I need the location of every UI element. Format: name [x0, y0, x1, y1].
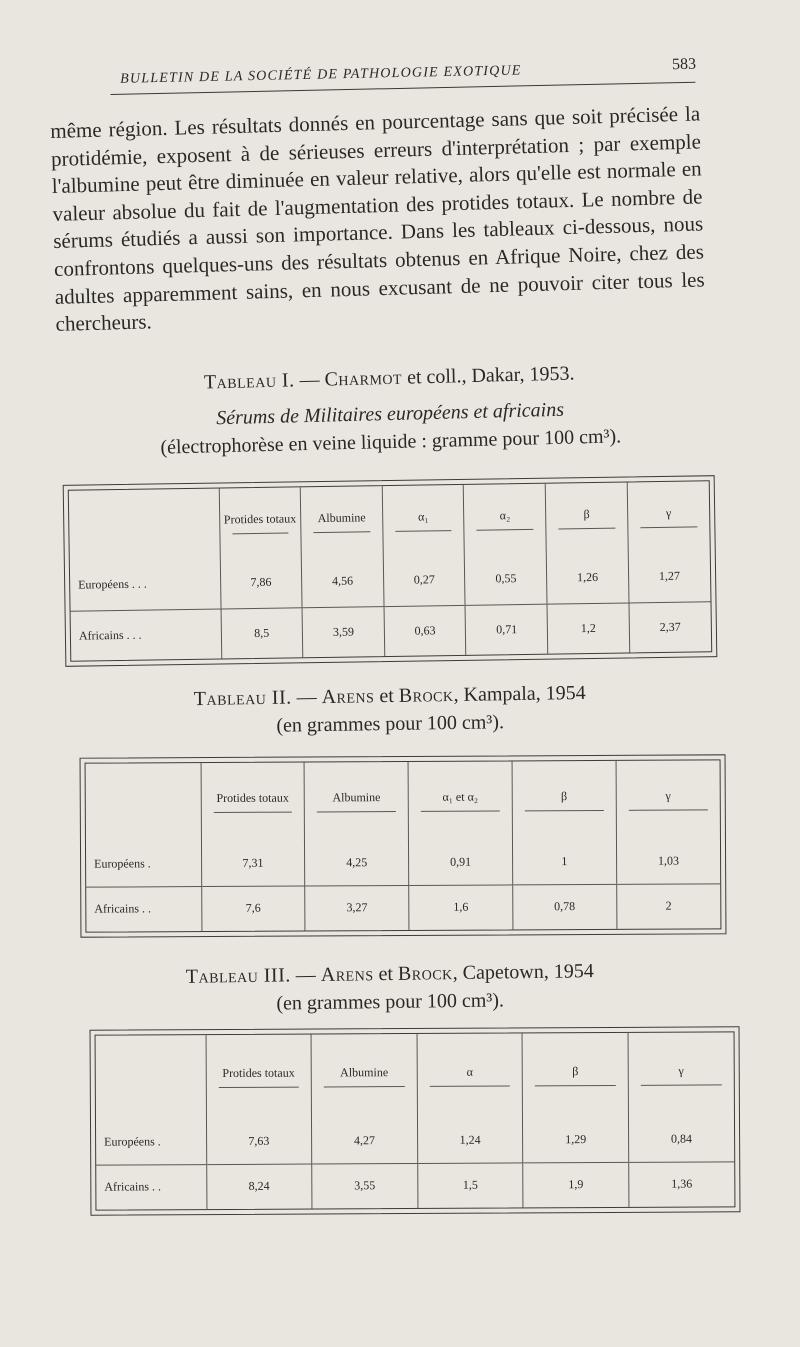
- table-cell: 1,26: [546, 552, 628, 603]
- header-cell: α: [417, 1033, 523, 1118]
- row-label: Africains . .: [104, 1179, 162, 1194]
- header-cell: [96, 1035, 206, 1120]
- table-2-author-1: Arens: [321, 685, 375, 709]
- table-row: [71, 601, 712, 660]
- header-cell: Protides totaux: [201, 763, 305, 842]
- table-cell: 3,59: [302, 606, 384, 657]
- header-cell: γ: [616, 760, 720, 839]
- table-3-conj: et: [373, 962, 399, 986]
- table-3-caption: [120, 956, 661, 1020]
- journal-title: BULLETIN DE LA SOCIÉTÉ DE PATHOLOGIE EXOTIQUE: [120, 63, 522, 87]
- table-cell: 3,55: [312, 1163, 418, 1209]
- table-cell: 4,27: [312, 1118, 418, 1164]
- body-paragraph: même région. Les résultats donnés en pourcentage sans que soit précisée la protidémie, exposent à de sérieuses erreurs d'interprétation ; par exemple l'albumine peut être diminuée en valeur relative, alors qu'elle est normale en valeur absolue du fait de l'augmentation des protides totaux. Le nombre de sérums étudiés a aussi son importance. Dans les tableaux ci-dessous, nous confrontons quelques-uns des résultats obtenus en Afrique Noire, chez des adultes apparemment sains, en nous excusant de ne pouvoir citer tous les chercheurs.: [50, 101, 705, 337]
- table-header-row: [96, 1032, 734, 1119]
- table-cell: 4,56: [301, 556, 383, 607]
- table-row: [86, 838, 720, 886]
- row-label: Européens . . .: [70, 559, 221, 611]
- table-3-source: , Capetown, 1954: [452, 960, 594, 985]
- table-cell: 7,6: [201, 886, 305, 932]
- table-cell: 0,78: [513, 884, 617, 930]
- table-cell: 0,27: [383, 555, 465, 606]
- table-2-source: , Kampala, 1954: [453, 681, 586, 706]
- header-cell: Albumine: [300, 486, 383, 557]
- page-number: 583: [671, 55, 697, 74]
- table-cell: 1,9: [523, 1162, 629, 1208]
- table-row: [96, 1116, 734, 1164]
- header-cell: [69, 489, 220, 561]
- table-2-author-2: Brock: [398, 684, 454, 707]
- row-label: Africains . .: [94, 901, 152, 916]
- header-cell: γ: [628, 1032, 734, 1117]
- table-3-label: Tableau III.: [185, 964, 291, 988]
- table-cell: 7,63: [206, 1119, 312, 1165]
- table-3-author-1: Arens: [320, 963, 374, 986]
- running-header: [110, 56, 700, 98]
- header-cell: β: [545, 482, 628, 553]
- table-cell: 0,63: [384, 605, 466, 656]
- table-cell: 2: [616, 883, 720, 929]
- header-cell: β: [522, 1033, 628, 1118]
- header-cell: [86, 763, 201, 842]
- table-2-caption: [120, 678, 661, 742]
- header-cell: Protides totaux: [219, 487, 302, 558]
- table-1-source: et coll., Dakar, 1953.: [401, 362, 575, 389]
- table-cell: 8,5: [221, 607, 303, 658]
- table-1-caption: [79, 356, 701, 463]
- table-1-dash: —: [294, 368, 325, 392]
- table-2-label: Tableau II.: [193, 686, 292, 711]
- table-3-units: (en grammes pour 100 cm³).: [276, 989, 505, 1015]
- table-1-subtitle: Sérums de Militaires européens et africains: [215, 398, 565, 430]
- table-cell: 2,37: [629, 601, 711, 652]
- table-cell: 4,25: [305, 840, 409, 886]
- table-2-units: (en grammes pour 100 cm³).: [276, 711, 505, 737]
- header-cell: α₁ et α₂: [408, 761, 512, 840]
- table-cell: 1: [512, 839, 616, 885]
- table-3-author-2: Brock: [397, 962, 453, 985]
- table-1-label: Tableau I.: [203, 369, 295, 394]
- table-3-dash: —: [290, 963, 321, 987]
- header-cell: γ: [627, 481, 710, 552]
- row-label: Européens .: [96, 1119, 206, 1165]
- table-2-dash: —: [291, 686, 322, 709]
- table-cell: 1,2: [547, 602, 629, 653]
- table-1-authors: Charmot: [324, 366, 403, 391]
- table-cell: 8,24: [206, 1164, 312, 1210]
- header-cell: Albumine: [304, 762, 408, 841]
- table-cell: 1,6: [409, 884, 513, 930]
- table-cell: 0,91: [409, 839, 513, 885]
- table-cell: 1,5: [417, 1162, 523, 1208]
- table-cell: 1,03: [616, 838, 720, 884]
- table-cell: 1,29: [523, 1117, 629, 1163]
- table-2-conj: et: [374, 684, 399, 708]
- row-label: Africains . . .: [78, 627, 142, 643]
- header-cell: Protides totaux: [206, 1035, 312, 1120]
- table-header-row: [86, 760, 720, 841]
- header-cell: Albumine: [311, 1034, 417, 1119]
- table-2: [80, 754, 727, 937]
- table-cell: 0,84: [628, 1116, 734, 1162]
- table-row: [86, 883, 720, 931]
- header-cell: β: [512, 761, 616, 840]
- table-cell: 7,31: [201, 841, 305, 887]
- table-cell: 0,71: [465, 604, 547, 655]
- table-1: [63, 475, 718, 667]
- header-cell: α₁: [382, 485, 465, 556]
- row-label: Européens .: [86, 841, 201, 887]
- table-cell: 7,86: [220, 557, 302, 608]
- table-1-units: (électrophorèse en veine liquide : gramme pour 100 cm³).: [160, 425, 622, 459]
- table-cell: 0,55: [465, 554, 547, 605]
- header-cell: α₂: [464, 484, 547, 555]
- table-cell: 1,27: [628, 551, 710, 602]
- table-row: [96, 1161, 734, 1209]
- table-3: [90, 1026, 741, 1215]
- table-cell: 1,24: [417, 1117, 523, 1163]
- table-cell: 1,36: [629, 1161, 735, 1207]
- table-cell: 3,27: [305, 885, 409, 931]
- table-header-row: [69, 481, 710, 560]
